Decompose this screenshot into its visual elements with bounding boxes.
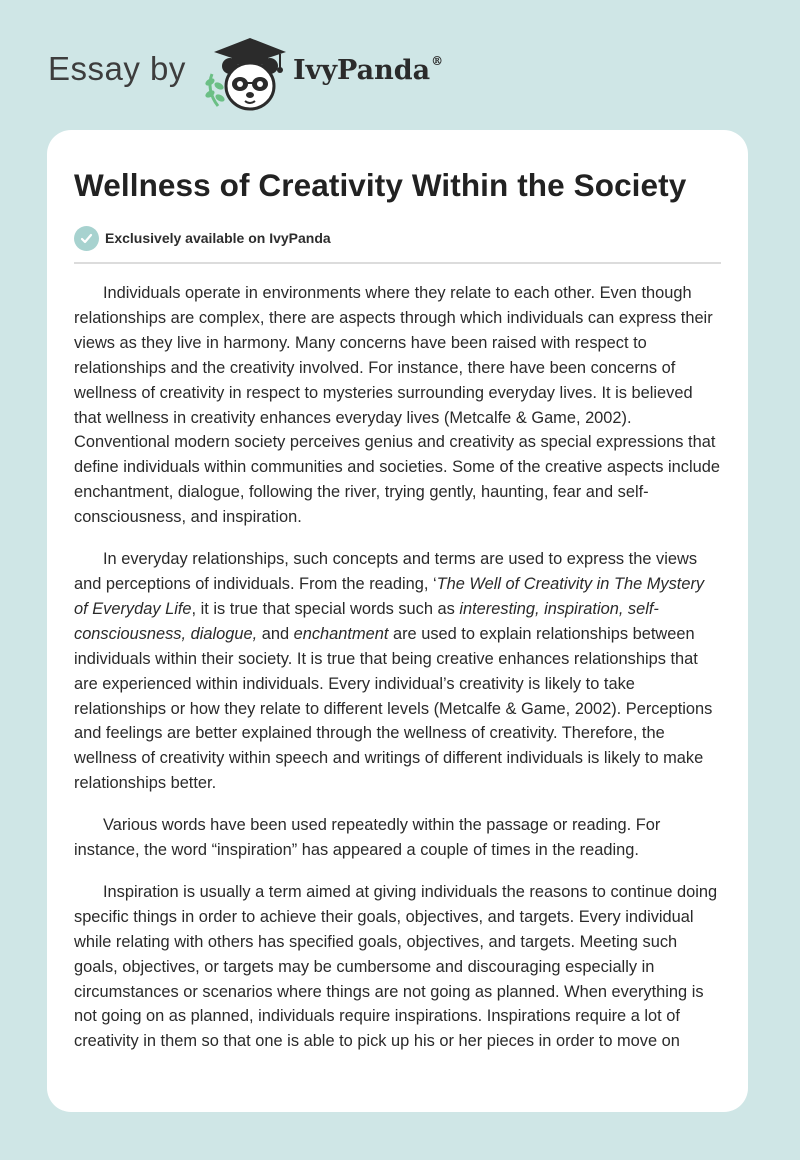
emphasized-word: enchantment: [293, 624, 389, 643]
page-title: Wellness of Creativity Within the Society: [74, 167, 687, 203]
brand-name-text: IvyPanda: [293, 55, 431, 86]
paragraph-2-text: In everyday relationships, such concepts and terms are used to express the views and perceptions of individuals. From the reading, ‘: [74, 550, 698, 593]
emphasized-words: interesting, inspiration, self-consciousness, dialogue,: [74, 599, 659, 643]
paragraph-3: Various words have been used repeatedly within the passage or reading. For instance, the word “inspiration” has appeared a couple of times in the reading.: [74, 816, 661, 860]
badge-text: Exclusively available on IvyPanda: [105, 230, 331, 246]
divider: [74, 262, 721, 264]
panda-graduate-logo-icon[interactable]: [200, 34, 292, 114]
book-title: The Well of Creativity in The Mystery of Everyday Life: [74, 574, 705, 618]
essay-body: [74, 281, 721, 1054]
essay-by-label: Essay by: [48, 50, 186, 87]
essay-card: [47, 130, 748, 1112]
site-header: [0, 0, 800, 130]
exclusive-badge: [74, 225, 721, 251]
registered-mark: ®: [431, 54, 444, 68]
ivypanda-brand[interactable]: [293, 54, 443, 86]
paragraph-4: Inspiration is usually a term aimed at giving individuals the reasons to continue doing specific things in order to achieve their goals, objectives, and targets. Every individual while relating with others has specified goals, objectives, and targets. Meeting such goals, objectives, or targets may be cumbersome and discouraging especially in circumstances or scenarios where things are not going as planned. When everything is not going on as planned, individuals require inspirations. Inspirations require a lot of creativity in them so that one is able to pick up his or her pieces in order to move on: [74, 882, 718, 1051]
paragraph-2-text: , it is true that special words such as: [191, 599, 460, 618]
paragraph-2-text: and: [257, 624, 294, 643]
paragraph-2: [74, 547, 721, 796]
paragraph-2-text: are used to explain relationships between individuals within their society. It is true that being creative enhances relationships that are experienced within individuals. Every individual’s creativity is likely to take relationships or how they relate to different levels (Metcalfe & Game, 2002). Perceptions and feelings are better explained through the wellness of creativity. Therefore, the wellness of creativity within speech and writings of different individuals is likely to make relationships better.: [74, 624, 713, 793]
badge-circle: [74, 226, 99, 251]
checkmark-icon: [80, 232, 93, 245]
paragraph-1: Individuals operate in environments where they relate to each other. Even though relationships are complex, there are aspects through which individuals can express their views as they live in harmony. Many concerns have been raised with respect to relationships and the creativity involved. For instance, there have been concerns of wellness of creativity in respect to mysteries surrounding everyday lives. It is believed that wellness in creativity enhances everyday lives (Metcalfe & Game, 2002). Conventional modern society perceives genius and creativity as special expressions that define individuals within communities and societies. Some of the creative aspects include enchantment, dialogue, following the river, trying gently, haunting, fear and self-consciousness, and inspiration.: [74, 284, 720, 527]
